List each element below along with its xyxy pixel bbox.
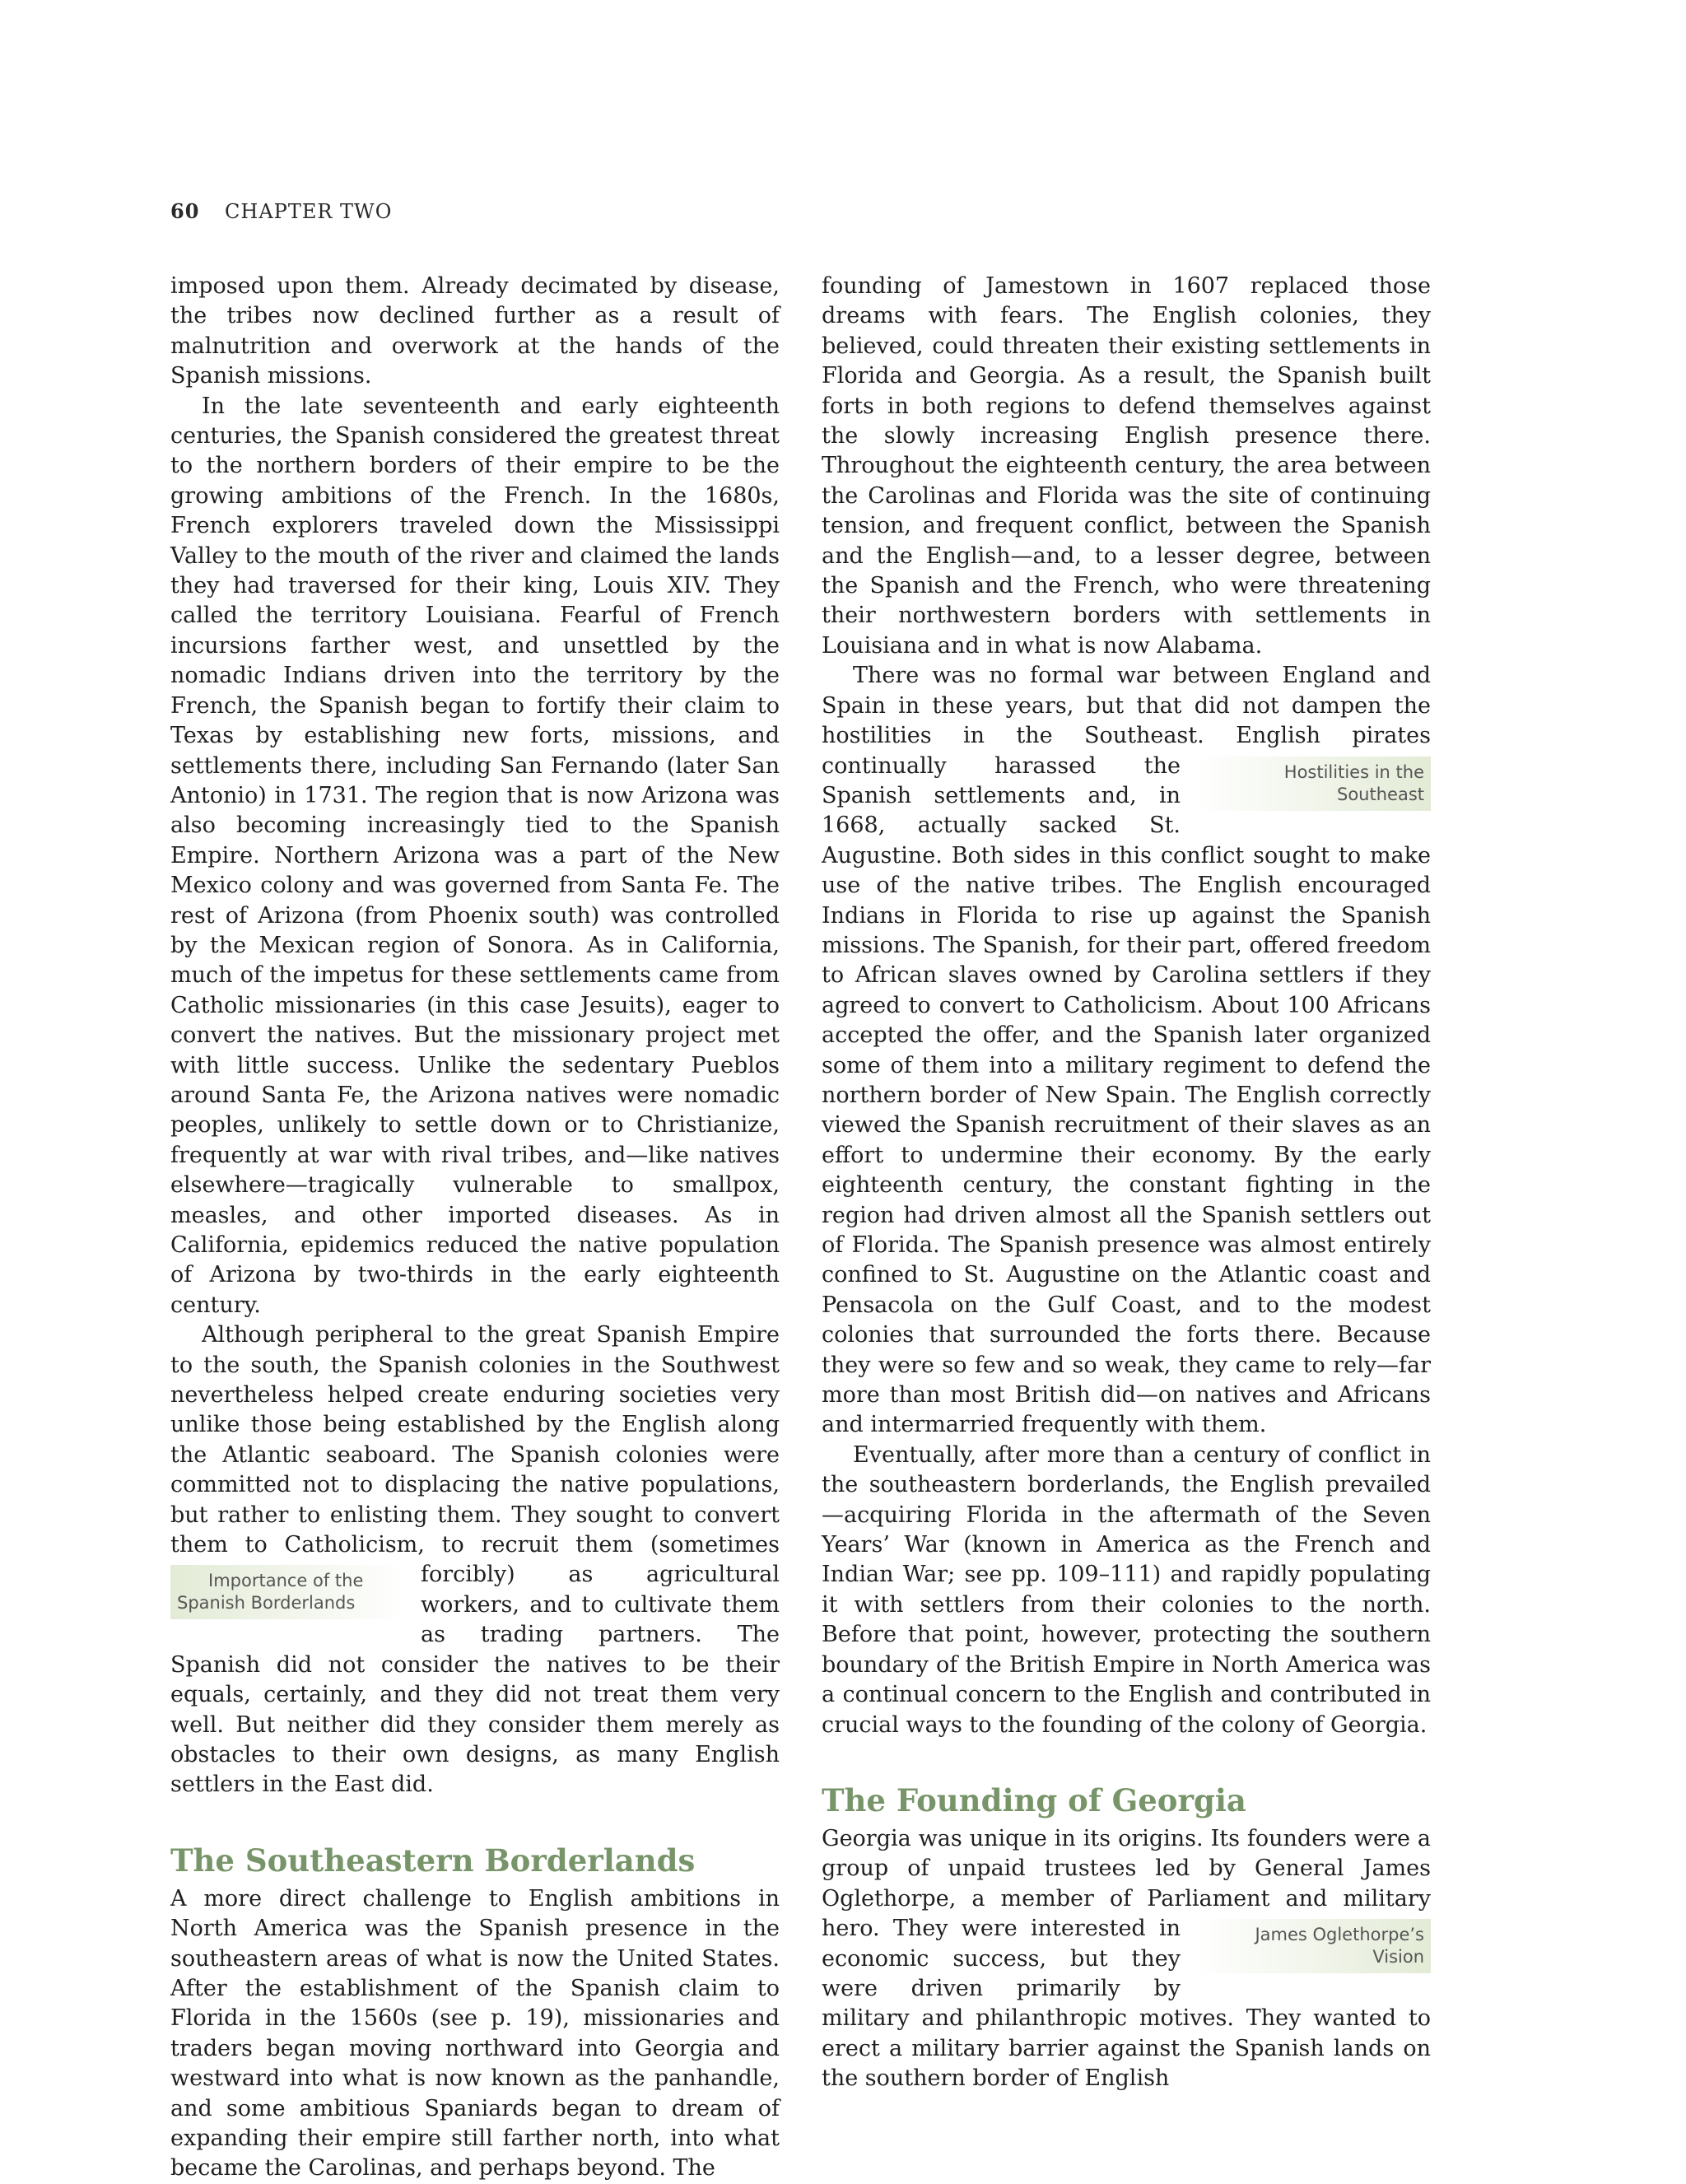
paragraph-text: Although peripheral to the great Spanish Empire to the south, the Spanish colonies in the Southwest nevertheless helped create enduring societies very unlike those being established by the English along the Atlantic seaboard. The Spanish colonies were committed not to displacing the native populations, but rather to enlisting them. They sought to convert them to Catholicism, to recruit them	[170, 1322, 780, 1558]
paragraph: In the late seventeenth and early eighteenth centuries, the Spanish considered the greatest threat to the northern borders of their empire to be the growing ambitions of the French. In the 1680s, French explorers traveled down the Mississippi Valley to the mouth of the river and claimed the lands they had traversed for their king, Louis XIV. They called the territory Louisiana. Fearful of French incursions farther west, and unsettled by the nomadic Indians driven into the territory by the French, the Spanish began to fortify their claim to Texas by establishing new forts, missions, and settlements there, including San Fernando (later San Antonio) in 1731. The region that is now Arizona was also becoming increasingly tied to the Spanish Empire. Northern Arizona was a part of the New Mexico colony and was governed from Santa Fe. The rest of Arizona (from Phoenix south) was controlled by the Mexican region of Sonora. As in California, much of the impetus for these settlements came from Catholic missionaries (in this case Jesuits), eager to convert the natives. But the missionary project met with little success. Unlike the sedentary Pueblos around Santa Fe, the Arizona natives were nomadic peoples, unlikely to settle down or to Christianize, frequently at war with rival tribes, and—like natives elsewhere—tragically vulnerable to smallpox, measles, and other imported diseases. As in California, epidemics reduced the native population of Arizona by two-thirds in the early eighteenth century.	[170, 393, 780, 1318]
margin-note-spanish-borderlands: Importance of the Spanish Borderlands	[170, 1565, 404, 1619]
running-head	[170, 199, 392, 223]
section-heading: The Founding of Georgia	[822, 1781, 1246, 1818]
margin-note-hostilities: Hostilities in the Southeast	[1197, 757, 1431, 811]
paragraph-text: Spanish settlements and, in 1668, actually sacked St. Augustine. Both sides in this conflict sought to make use of the native tribes. The English encouraged Indians in Florida to rise up against the Spanish missions. The Spanish, for their part, offered freedom to African slaves owned by Carolina settlers if they agreed to convert to Catholicism. About 100 Africans accepted the offer, and the Spanish later organized some of them into a military regiment to defend the northern border of New Spain. The English correctly viewed the Spanish recruitment of their slaves as an effort to undermine their economy. By the early eighteenth century, the constant fighting in the region had driven almost all the Spanish settlers out of Florida. The Spanish presence was almost entirely confined to St. Augustine on the Atlantic coast and Pensacola on the Gulf Coast, and to the modest colonies that surrounded the forts there. Because they were so few and so weak, they came to rely—far more than most British did—on natives and Africans and intermarried frequently with them.	[822, 782, 1431, 1438]
paragraph-text: (sometimes forcibly) as agricultural workers, and to cultivate them as trading partners. The Spanish did not consider the natives to be their equals, certainly, and they did not treat them very well. But neither did they consider them merely as obstacles to their own designs, as many English settlers in the East did.	[170, 1532, 780, 1798]
paragraph-text: interested in economic success, but they were driven primarily by military and philanthropic motives. They wanted to erect a military barrier against the Spanish lands on the southern border of English	[822, 1916, 1431, 2092]
chapter-label: CHAPTER TWO	[225, 200, 393, 223]
paragraph: A more direct challenge to English ambitions in North America was the Spanish presence in the southeastern areas of what is now the United States. After the establishment of the Spanish claim to Florida in the 1560s (see p. 19), missionaries and traders began moving northward into Georgia and westward into what is now known as the panhandle, and some ambitious Spaniards began to dream of expanding their empire still farther north, into what became the Carolinas, and perhaps beyond. The	[170, 1885, 780, 2182]
paragraph: founding of Jamestown in 1607 replaced those dreams with fears. The English colonies, they believed, could threaten their existing settlements in Florida and Georgia. As a result, the Spanish built forts in both regions to defend themselves against the slowly increasing English presence there. Throughout the eighteenth century, the area between the Carolinas and Florida was the site of continuing tension, and frequent conflict, between the Spanish and the English—and, to a lesser degree, between the Spanish and the French, who were threatening their northwestern borders with settlements in Louisiana and in what is now Alabama.	[822, 273, 1431, 659]
right-column	[822, 272, 1431, 2094]
paragraph: imposed upon them. Already decimated by disease, the tribes now declined further as a result of malnutrition and overwork at the hands of the Spanish missions.	[170, 273, 780, 389]
paragraph	[170, 1320, 780, 1800]
paragraph-text: Georgia was unique in its origins. Its founders were a group of unpaid trustees led by General James Oglethorpe, a member of Parliament and military hero. They were	[822, 1825, 1431, 1942]
paragraph	[822, 1824, 1431, 2094]
paragraph: Eventually, after more than a century of conflict in the southeastern borderlands, the English prevailed—acquiring Florida in the aftermath of the Seven Years’ War (known in America as the French and Indian War; see pp. 109–111) and rapidly populating it with settlers from their colonies to the north. Before that point, however, protecting the southern boundary of the British Empire in North America was a continual concern to the English and contributed in crucial ways to the founding of the colony of Georgia.	[822, 1441, 1431, 1738]
paragraph-text: There was no formal war between England and Spain in these years, but that did not dampen the hostilities in the Southeast. English pirates continually harassed the	[822, 663, 1431, 779]
page-number: 60	[170, 199, 200, 223]
margin-note-oglethorpe: James Oglethorpe’s Vision	[1197, 1919, 1431, 1973]
section-heading: The Southeastern Borderlands	[170, 1842, 696, 1879]
left-column	[170, 272, 780, 2184]
paragraph	[822, 661, 1431, 1441]
